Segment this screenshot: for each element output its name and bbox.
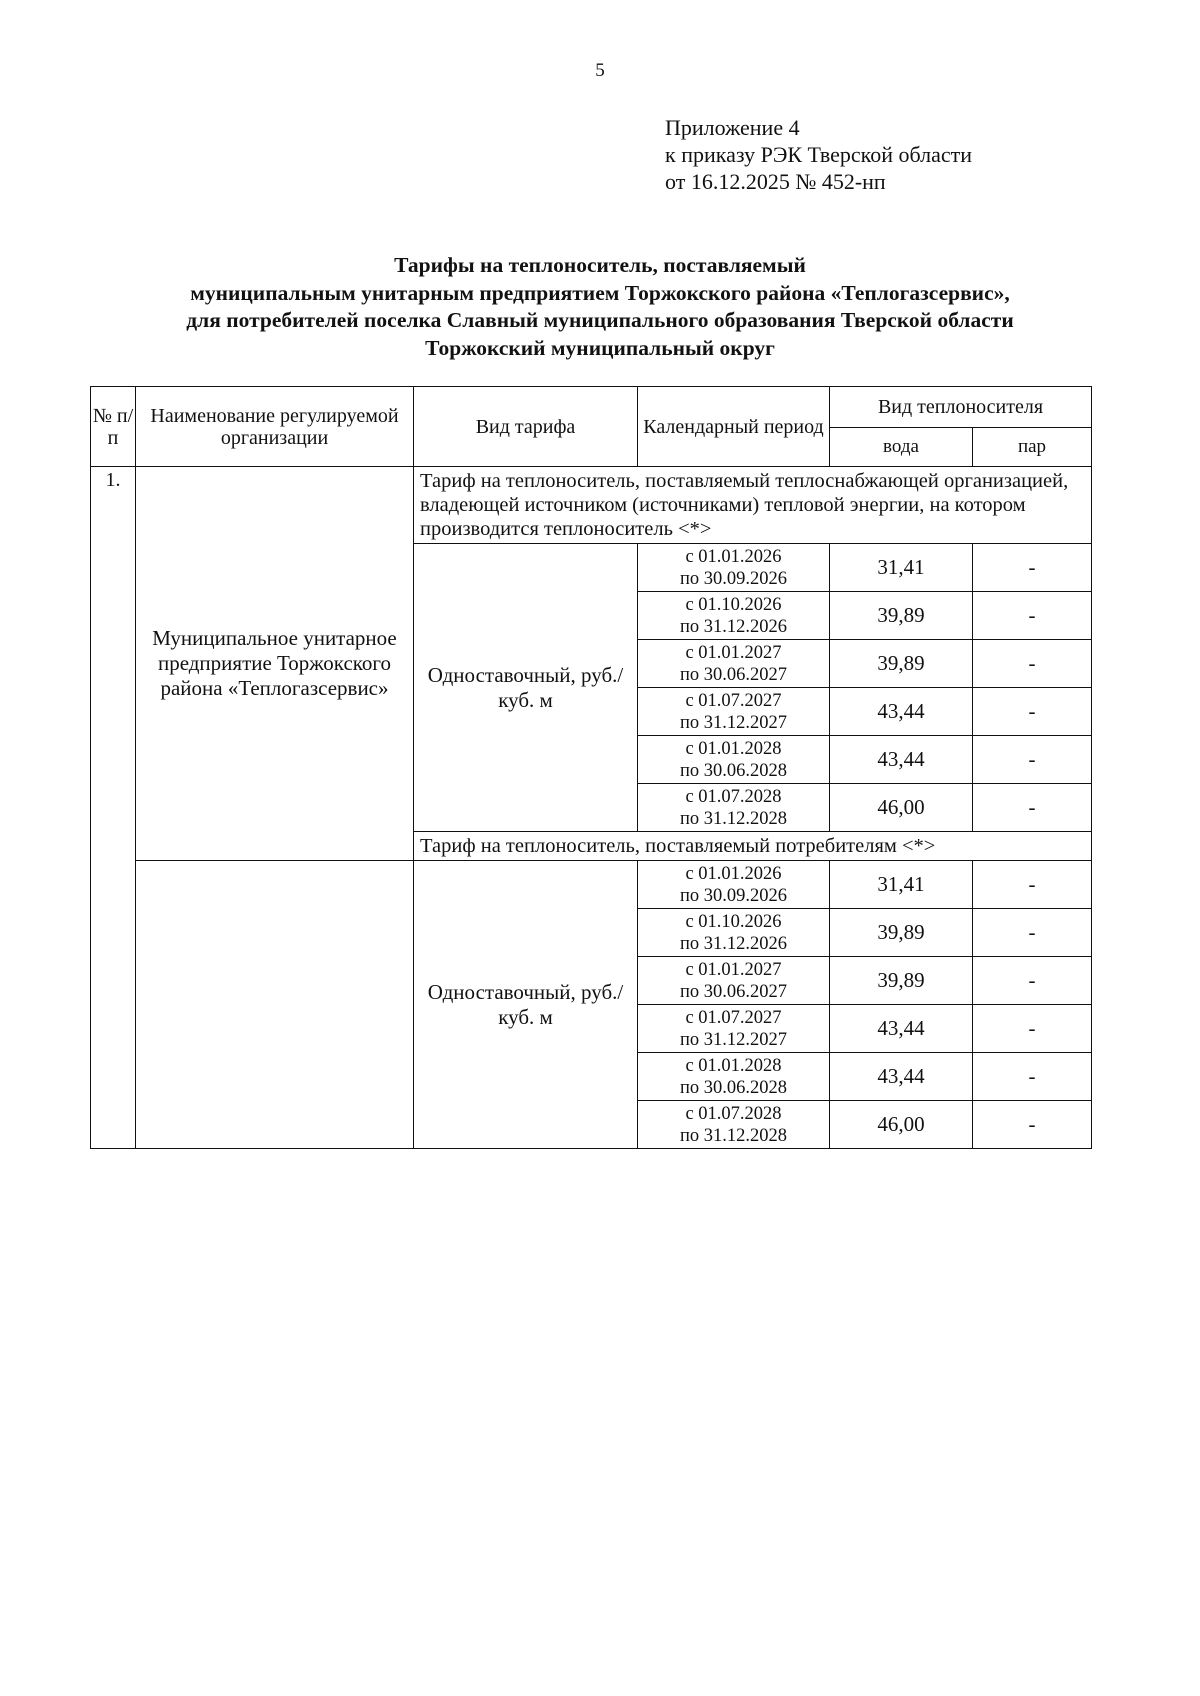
header-water: вода: [830, 428, 973, 467]
period-from: с 01.01.2028: [685, 1055, 782, 1076]
organization-name: Муниципальное унитарное предприятие Торжокского района «Теплогазсервис»: [136, 467, 414, 861]
period-to: по 30.06.2027: [679, 981, 788, 1002]
water-value: 43,44: [830, 736, 973, 784]
period-from: с 01.01.2027: [685, 959, 782, 980]
title-line: муниципальным унитарным предприятием Торжокского района «Теплогазсервис»,: [190, 280, 1010, 305]
period-to: по 31.12.2028: [679, 808, 788, 829]
period-from: с 01.07.2028: [685, 1103, 782, 1124]
section-title: Тариф на теплоноситель, поставляемый потребителям <*>: [414, 832, 1092, 861]
water-value: 39,89: [830, 957, 973, 1005]
steam-value: -: [973, 688, 1092, 736]
period-from: с 01.01.2026: [685, 546, 782, 567]
steam-value: -: [973, 957, 1092, 1005]
water-value: 43,44: [830, 1005, 973, 1053]
period-cell: [638, 544, 830, 592]
water-value: 46,00: [830, 1101, 973, 1149]
water-value: 46,00: [830, 784, 973, 832]
period-cell: [638, 736, 830, 784]
water-value: 31,41: [830, 861, 973, 909]
water-value: 31,41: [830, 544, 973, 592]
period-cell: [638, 1101, 830, 1149]
steam-value: -: [973, 640, 1092, 688]
title-line: Торжокский муниципальный округ: [425, 335, 775, 360]
water-value: 39,89: [830, 909, 973, 957]
period-to: по 30.09.2026: [679, 885, 788, 906]
title-line: Тарифы на теплоноситель, поставляемый: [394, 253, 806, 277]
appendix-line: Приложение 4: [665, 115, 800, 140]
steam-value: -: [973, 861, 1092, 909]
water-value: 39,89: [830, 640, 973, 688]
period-from: с 01.10.2026: [685, 594, 782, 615]
period-to: по 30.06.2028: [679, 1077, 788, 1098]
appendix-line: к приказу РЭК Тверской области: [665, 142, 973, 167]
tariff-table: [90, 386, 1092, 1149]
period-cell: [638, 640, 830, 688]
period-to: по 31.12.2028: [679, 1125, 788, 1146]
steam-value: -: [973, 909, 1092, 957]
steam-value: -: [973, 1053, 1092, 1101]
period-to: по 31.12.2027: [679, 1029, 788, 1050]
header-steam: пар: [973, 428, 1092, 467]
period-to: по 31.12.2027: [679, 712, 788, 733]
period-cell: [638, 592, 830, 640]
header-tariff-kind: Вид тарифа: [414, 387, 638, 467]
steam-value: -: [973, 1005, 1092, 1053]
period-cell: [638, 861, 830, 909]
steam-value: -: [973, 592, 1092, 640]
period-to: по 31.12.2026: [679, 616, 788, 637]
period-cell: [638, 957, 830, 1005]
tariff-kind: Одноставочный, руб./куб. м: [414, 861, 638, 1149]
page-number: 5: [595, 60, 605, 81]
title-line: для потребителей поселка Славный муниципального образования Тверской области: [186, 308, 1014, 332]
period-cell: [638, 688, 830, 736]
water-value: 43,44: [830, 688, 973, 736]
appendix-reference: [665, 114, 972, 195]
steam-value: -: [973, 544, 1092, 592]
water-value: 39,89: [830, 592, 973, 640]
header-organization: Наименование регулируемой организации: [136, 387, 414, 467]
period-from: с 01.07.2027: [685, 690, 782, 711]
water-value: 43,44: [830, 1053, 973, 1101]
steam-value: -: [973, 736, 1092, 784]
document-title: [60, 252, 1140, 362]
period-from: с 01.01.2027: [685, 642, 782, 663]
period-from: с 01.07.2027: [685, 1007, 782, 1028]
appendix-line: от 16.12.2025 № 452-нп: [665, 169, 886, 194]
period-to: по 30.06.2027: [679, 664, 788, 685]
period-cell: [638, 909, 830, 957]
period-from: с 01.01.2026: [685, 863, 782, 884]
header-period: Календарный период: [638, 387, 830, 467]
organization-continuation: [136, 861, 414, 1149]
period-cell: [638, 1053, 830, 1101]
header-heat-carrier: Вид теплоносителя: [830, 387, 1092, 428]
steam-value: -: [973, 1101, 1092, 1149]
period-to: по 31.12.2026: [679, 933, 788, 954]
period-cell: [638, 784, 830, 832]
period-to: по 30.06.2028: [679, 760, 788, 781]
section-title: Тариф на теплоноситель, поставляемый теплоснабжающей организацией, владеющей источником (источниками) тепловой энергии, на котором производится теплоноситель <*>: [414, 467, 1092, 544]
period-from: с 01.07.2028: [685, 786, 782, 807]
period-cell: [638, 1005, 830, 1053]
row-number: 1.: [91, 467, 136, 1149]
steam-value: -: [973, 784, 1092, 832]
period-to: по 30.09.2026: [679, 568, 788, 589]
header-num: № п/п: [91, 387, 136, 467]
period-from: с 01.01.2028: [685, 738, 782, 759]
period-from: с 01.10.2026: [685, 911, 782, 932]
tariff-kind: Одноставочный, руб./куб. м: [414, 544, 638, 832]
